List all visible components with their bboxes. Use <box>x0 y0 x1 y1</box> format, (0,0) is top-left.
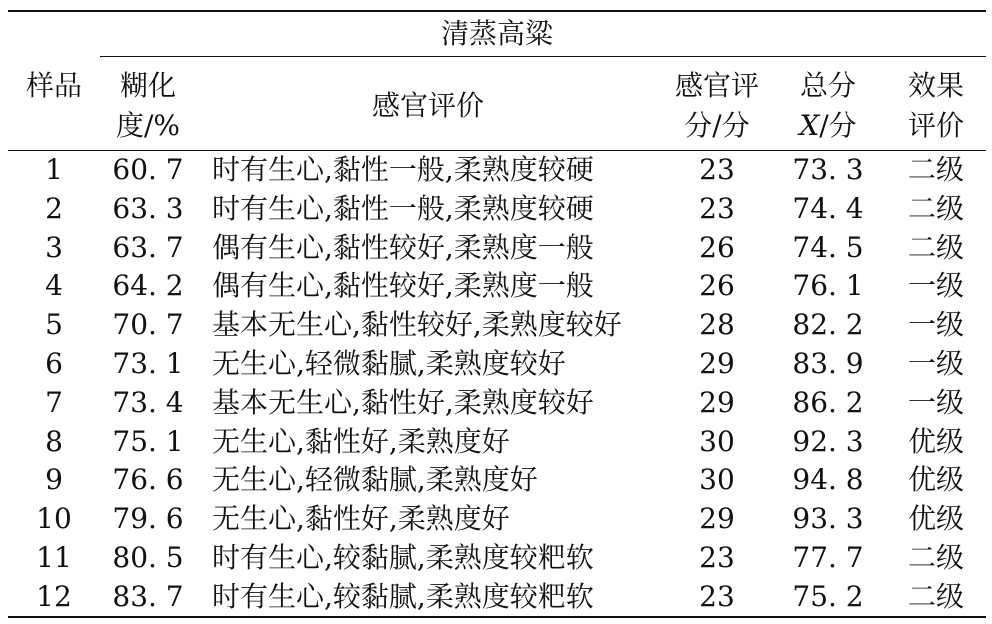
cell-sensory-eval: 无生心,轻微黏腻,柔熟度好 <box>212 463 538 497</box>
cell-sensory-score: 23 <box>699 153 735 186</box>
cell-effect-grade: 二级 <box>907 579 964 613</box>
cell-sample: 11 <box>36 541 72 574</box>
cell-sensory-eval: 时有生心,较黏腻,柔熟度较粑软 <box>212 541 594 574</box>
cell-sample: 5 <box>45 308 63 342</box>
cell-sensory-eval: 无生心,轻微黏腻,柔熟度较好 <box>212 347 566 380</box>
cell-sensory-score: 29 <box>699 347 735 380</box>
bottom-rule <box>8 616 986 618</box>
header-effect-line2: 评价 <box>907 109 964 142</box>
cell-gelatinization: 64. 2 <box>112 269 184 303</box>
group-header: 清蒸高粱 <box>440 17 553 50</box>
cell-gelatinization: 79. 6 <box>112 502 184 536</box>
cell-total-score: 82. 2 <box>792 308 864 342</box>
cell-effect-grade: 一级 <box>907 308 964 342</box>
cell-total-score: 83. 9 <box>792 347 864 380</box>
cell-sensory-score: 28 <box>699 308 735 342</box>
cell-sample: 9 <box>45 463 63 497</box>
cell-total-score: 73. 3 <box>792 153 864 186</box>
header-sensory-eval: 感官评价 <box>371 89 484 122</box>
cell-effect-grade: 二级 <box>907 230 964 264</box>
cell-gelatinization: 60. 7 <box>112 153 184 186</box>
cell-sensory-score: 23 <box>699 579 735 613</box>
cell-gelatinization: 75. 1 <box>112 424 184 458</box>
header-gel-line2: 度/% <box>115 109 181 142</box>
cell-gelatinization: 73. 4 <box>112 385 184 419</box>
cell-effect-grade: 二级 <box>907 191 964 225</box>
cell-effect-grade: 优级 <box>907 424 964 458</box>
cell-sample: 8 <box>45 424 63 458</box>
header-total-unit: /分 <box>819 109 857 142</box>
cell-sensory-eval: 基本无生心,黏性好,柔熟度较好 <box>212 385 594 419</box>
cell-sample: 3 <box>45 230 63 264</box>
cell-sensory-eval: 时有生心,较黏腻,柔熟度较粑软 <box>212 579 594 613</box>
cell-sensory-score: 29 <box>699 385 735 419</box>
cell-sensory-eval: 偶有生心,黏性较好,柔熟度一般 <box>212 230 594 264</box>
cell-sensory-score: 29 <box>699 502 735 536</box>
cell-sensory-eval: 时有生心,黏性一般,柔熟度较硬 <box>212 153 594 186</box>
header-gel-line1: 糊化 <box>119 69 176 102</box>
cell-effect-grade: 二级 <box>907 541 964 574</box>
cell-effect-grade: 二级 <box>907 153 964 186</box>
cell-total-score: 77. 7 <box>792 541 864 574</box>
cell-total-score: 86. 2 <box>792 385 864 419</box>
cell-total-score: 76. 1 <box>792 269 864 303</box>
cell-sample: 12 <box>36 579 72 613</box>
cell-sample: 10 <box>36 502 72 536</box>
cell-sensory-score: 26 <box>699 230 735 264</box>
header-bottom-rule <box>8 150 986 151</box>
cell-sensory-score: 30 <box>699 424 735 458</box>
cell-total-score: 94. 8 <box>792 463 864 497</box>
cell-sample: 1 <box>45 153 63 186</box>
cell-effect-grade: 一级 <box>907 347 964 380</box>
cell-sensory-eval: 时有生心,黏性一般,柔熟度较硬 <box>212 191 594 225</box>
cell-effect-grade: 优级 <box>907 463 964 497</box>
cell-sensory-eval: 基本无生心,黏性较好,柔熟度较好 <box>212 308 622 342</box>
cell-total-score: 75. 2 <box>792 579 864 613</box>
cell-sensory-eval: 偶有生心,黏性较好,柔熟度一般 <box>212 269 594 303</box>
cell-gelatinization: 73. 1 <box>112 347 184 380</box>
top-rule <box>8 10 986 12</box>
cell-total-score: 74. 5 <box>792 230 864 264</box>
header-effect-line1: 效果 <box>907 69 964 102</box>
header-total-line1: 总分 <box>799 69 856 102</box>
cell-effect-grade: 一级 <box>907 269 964 303</box>
header-score-line2: 分/分 <box>684 109 750 142</box>
header-sample: 样品 <box>25 69 82 102</box>
cell-sensory-score: 30 <box>699 463 735 497</box>
cell-total-score: 93. 3 <box>792 502 864 536</box>
cell-gelatinization: 83. 7 <box>112 579 184 613</box>
cell-sensory-eval: 无生心,黏性好,柔熟度好 <box>212 502 510 536</box>
cell-sensory-score: 23 <box>699 191 735 225</box>
cell-gelatinization: 63. 3 <box>112 191 184 225</box>
cell-sample: 6 <box>45 347 63 380</box>
header-total-variable: X <box>799 109 820 142</box>
cell-effect-grade: 一级 <box>907 385 964 419</box>
cell-gelatinization: 70. 7 <box>112 308 184 342</box>
group-header-rule <box>100 56 986 57</box>
header-total-line2 <box>776 108 880 144</box>
cell-sample: 2 <box>45 191 63 225</box>
cell-total-score: 92. 3 <box>792 424 864 458</box>
cell-sample: 4 <box>45 269 63 303</box>
cell-sensory-eval: 无生心,黏性好,柔熟度好 <box>212 424 510 458</box>
cell-gelatinization: 76. 6 <box>112 463 184 497</box>
cell-effect-grade: 优级 <box>907 502 964 536</box>
cell-sensory-score: 23 <box>699 541 735 574</box>
header-score-line1: 感官评 <box>674 69 759 102</box>
cell-sensory-score: 26 <box>699 269 735 303</box>
cell-total-score: 74. 4 <box>792 191 864 225</box>
cell-sample: 7 <box>45 385 63 419</box>
cell-gelatinization: 63. 7 <box>112 230 184 264</box>
cell-gelatinization: 80. 5 <box>112 541 184 574</box>
